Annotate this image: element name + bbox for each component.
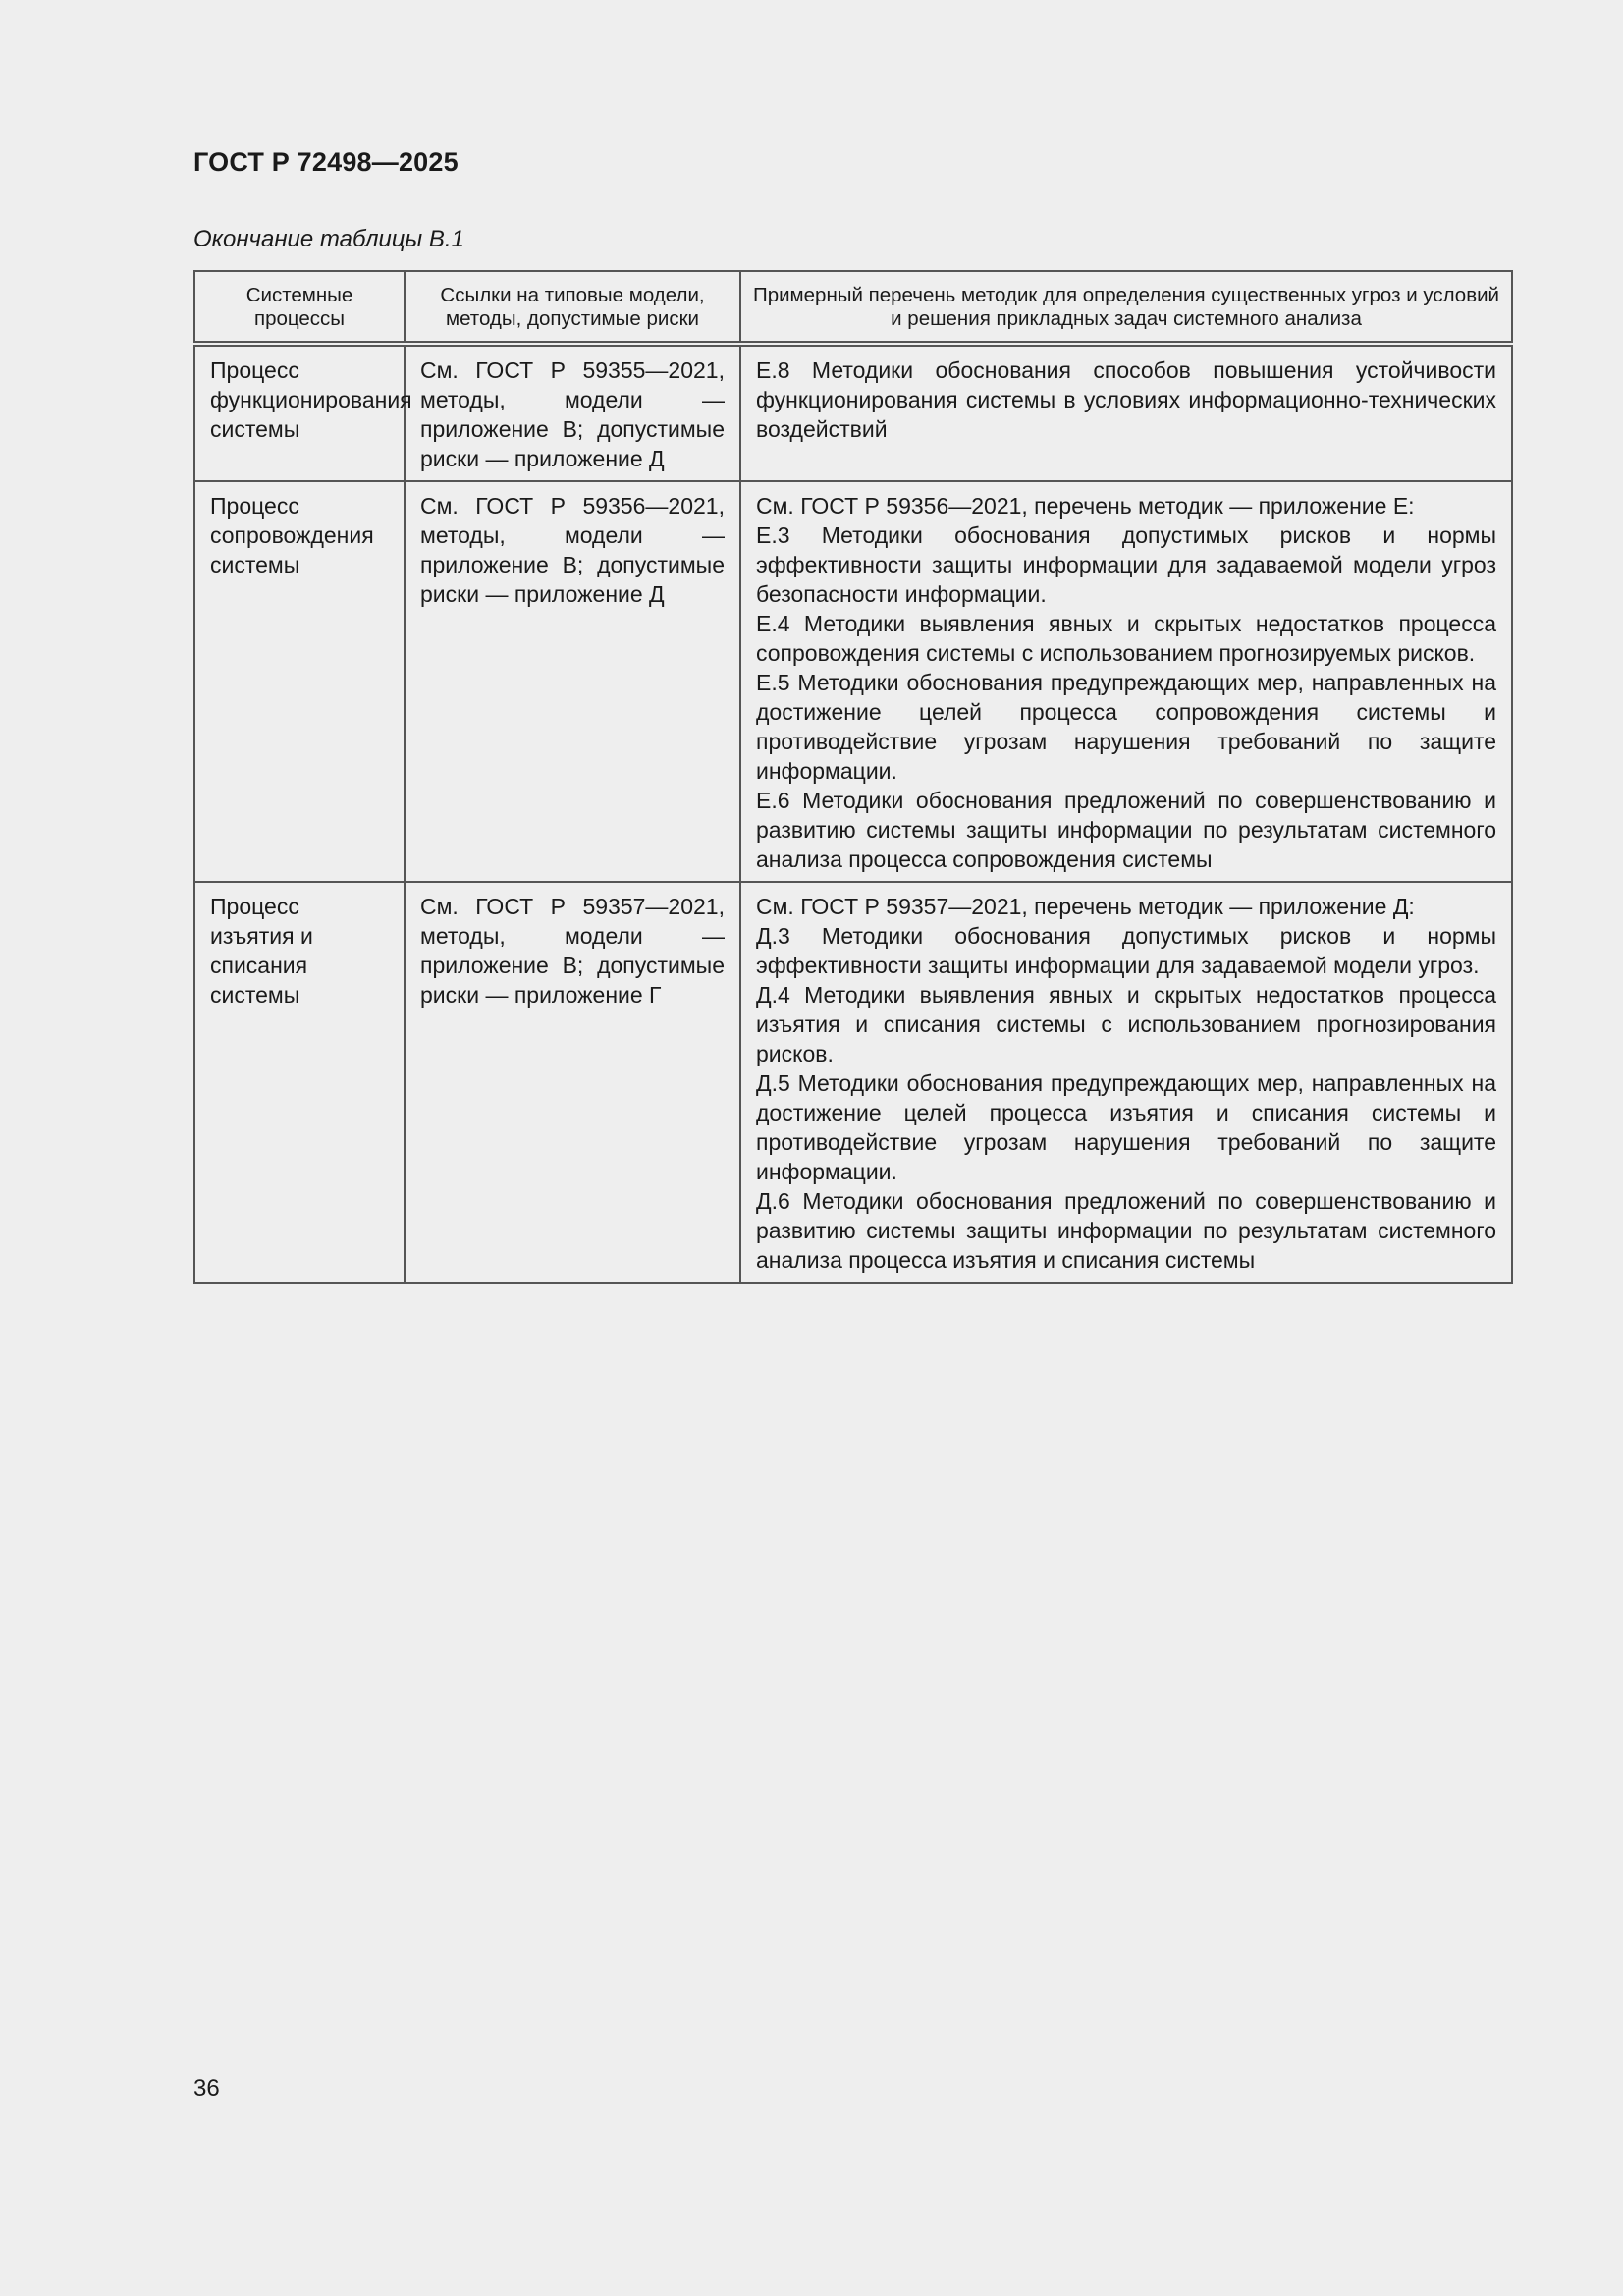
table-row xyxy=(194,481,1512,882)
table-row xyxy=(194,344,1512,481)
method-entry: Е.3 Методики обоснования допустимых рисков и нормы эффективности защиты информации для задаваемой модели угроз безопасности информации. xyxy=(756,522,1496,607)
table-caption: Окончание таблицы В.1 xyxy=(193,226,464,252)
methods-cell xyxy=(740,344,1512,481)
method-entry: Е.4 Методики выявления явных и скрытых недостатков процесса сопровождения системы с использованием прогнозируемых рисков. xyxy=(756,611,1496,666)
method-entry: Е.5 Методики обоснования предупреждающих мер, направленных на достижение целей процесса сопровождения системы и противодействие угрозам нарушения требований по защите информации. xyxy=(756,670,1496,784)
method-entry: См. ГОСТ Р 59357—2021, перечень методик — приложение Д: xyxy=(756,894,1415,919)
references-cell: См. ГОСТ Р 59355—2021, методы, модели — приложение В; допустимые риски — приложение Д xyxy=(405,344,740,481)
method-entry: Д.6 Методики обоснования предложений по совершенствованию и развитию системы защиты информации по результатам системного анализа процесса изъятия и списания системы xyxy=(756,1188,1496,1273)
process-cell: Процесс сопровождения системы xyxy=(194,481,405,882)
references-cell: См. ГОСТ Р 59357—2021, методы, модели — приложение В; допустимые риски — приложение Г xyxy=(405,882,740,1283)
continuation-table xyxy=(193,270,1513,1284)
column-header-references: Ссылки на типовые модели, методы, допустимые риски xyxy=(405,271,740,344)
document-title: ГОСТ Р 72498—2025 xyxy=(193,147,459,177)
process-cell: Процесс функционирования системы xyxy=(194,344,405,481)
process-cell: Процесс изъятия и списания системы xyxy=(194,882,405,1283)
table-header-row xyxy=(194,271,1512,344)
methods-cell xyxy=(740,882,1512,1283)
method-entry: Д.3 Методики обоснования допустимых рисков и нормы эффективности защиты информации для задаваемой модели угроз. xyxy=(756,923,1496,978)
table-row xyxy=(194,882,1512,1283)
method-entry: См. ГОСТ Р 59356—2021, перечень методик — приложение Е: xyxy=(756,493,1415,519)
method-entry: Е.6 Методики обоснования предложений по совершенствованию и развитию системы защиты информации по результатам системного анализа процесса сопровождения системы xyxy=(756,788,1496,872)
method-entry: Д.4 Методики выявления явных и скрытых недостатков процесса изъятия и списания системы с использованием прогнозирования рисков. xyxy=(756,982,1496,1066)
methods-cell xyxy=(740,481,1512,882)
column-header-methods: Примерный перечень методик для определения существенных угроз и условий и решения прикладных задач системного анализа xyxy=(740,271,1512,344)
page-number: 36 xyxy=(193,2075,220,2102)
column-header-processes: Системные процессы xyxy=(194,271,405,344)
references-cell: См. ГОСТ Р 59356—2021, методы, модели — приложение В; допустимые риски — приложение Д xyxy=(405,481,740,882)
method-entry: Д.5 Методики обоснования предупреждающих мер, направленных на достижение целей процесса изъятия и списания системы и противодействие угрозам нарушения требований по защите информации. xyxy=(756,1070,1496,1184)
method-entry: Е.8 Методики обоснования способов повышения устойчивости функционирования системы в условиях информационно-технических воздействий xyxy=(756,357,1496,442)
